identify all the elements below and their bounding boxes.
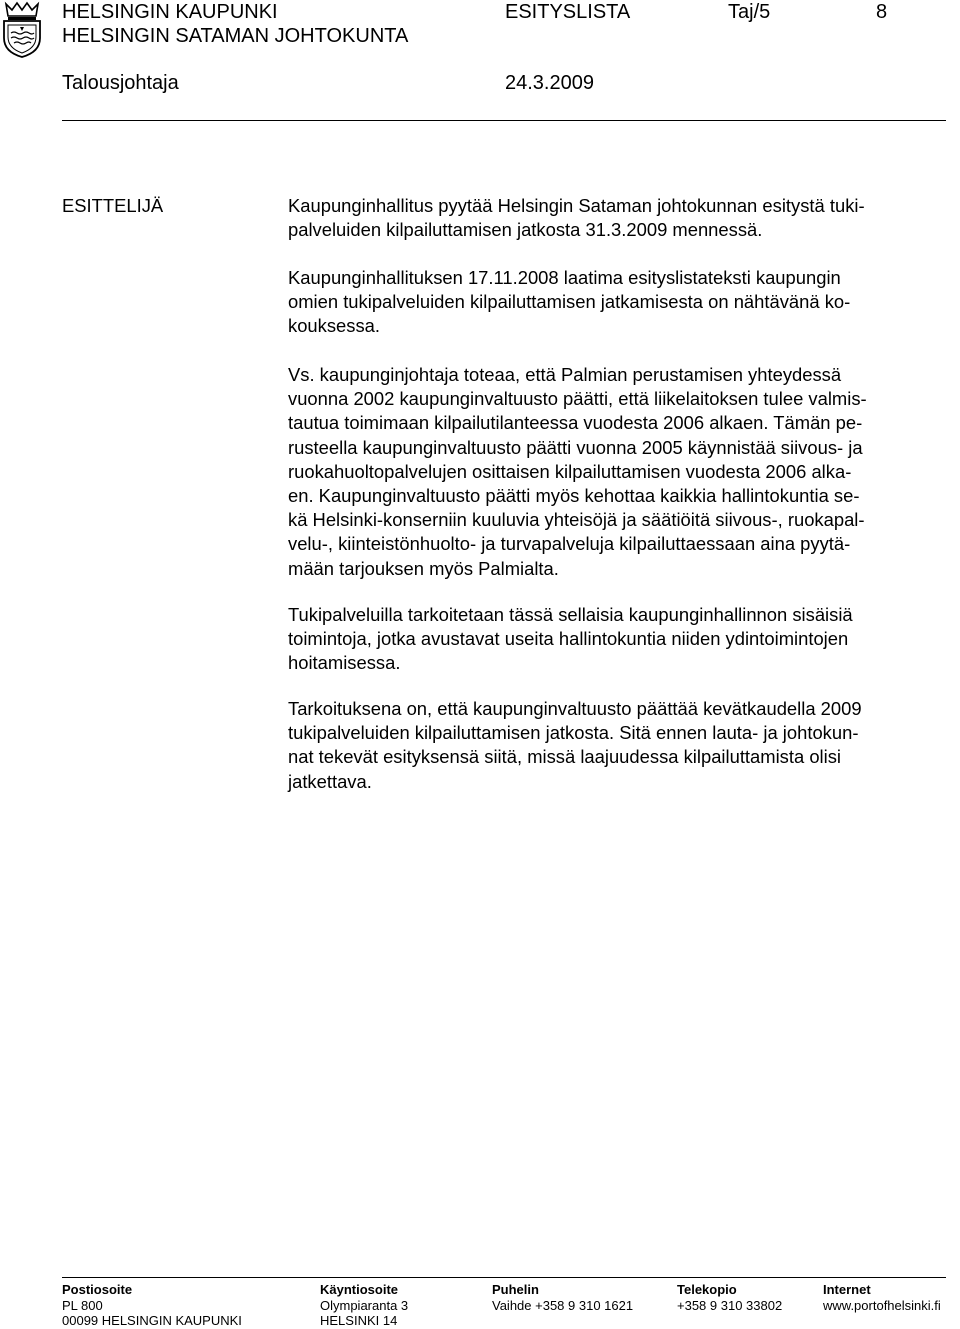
footer-heading: Telekopio <box>677 1282 737 1297</box>
document-date: 24.3.2009 <box>505 72 594 94</box>
footer-postal-address <box>62 1282 242 1329</box>
footer-value: 00099 HELSINGIN KAUPUNKI <box>62 1313 242 1328</box>
footer-phone <box>492 1282 633 1313</box>
text-line: jatkettava. <box>288 770 372 792</box>
document-reference: Taj/5 <box>728 1 771 23</box>
text-line: mään tarjouksen myös Palmialta. <box>288 557 559 579</box>
paragraph-3 <box>288 363 867 581</box>
author-title: Talousjohtaja <box>62 72 179 94</box>
text-line: Vs. kaupunginjohtaja toteaa, että Palmian perustamisen yhteydessä <box>288 364 842 385</box>
text-line: rusteella kaupunginvaltuusto päätti vuonna 2005 käynnistää siivous- ja <box>288 436 863 458</box>
text-line: kä Helsinki-konserniin kuuluvia yhteisöjä ja säätiöitä siivous-, ruokapal- <box>288 509 865 531</box>
text-line: hoitamisessa. <box>288 652 401 674</box>
text-line: toimintoja, jotka avustavat useita hallintokuntia niiden ydintoimintojen <box>288 628 849 650</box>
footer-heading: Käyntiosoite <box>320 1282 399 1297</box>
footer-value: HELSINKI 14 <box>320 1313 398 1328</box>
text-line: Kaupunginhallituksen 17.11.2008 laatima esityslistateksti kaupungin <box>288 267 841 288</box>
header-divider <box>62 120 946 121</box>
footer-value: PL 800 <box>62 1297 103 1313</box>
text-line: velu-, kiinteistönhuolto- ja turvapalveluja kilpailuttaessaan aina pyytä- <box>288 533 851 555</box>
footer-heading: Puhelin <box>492 1282 539 1297</box>
text-line: ruokahuoltopalvelujen osittaisen kilpailuttamisen vuodesta 2006 alka- <box>288 460 852 482</box>
board-name: HELSINGIN SATAMAN JOHTOKUNTA <box>62 25 409 47</box>
page-number: 8 <box>876 1 888 23</box>
text-line: vuonna 2002 kaupunginvaltuusto päätti, että liikelaitoksen tulee valmis- <box>288 388 867 410</box>
text-line: nat tekevät esityksensä siitä, missä laajuudessa kilpailuttamista olisi <box>288 746 841 768</box>
text-line: Tukipalveluilla tarkoitetaan tässä sellaisia kaupunginhallinnon sisäisiä <box>288 604 853 625</box>
footer-internet <box>823 1282 941 1313</box>
text-line: Kaupunginhallitus pyytää Helsingin Sataman johtokunnan esitystä tuki- <box>288 195 865 216</box>
text-line: en. Kaupunginvaltuusto päätti myös kehottaa kaikkia hallintokuntia se- <box>288 485 860 507</box>
paragraph-5 <box>288 697 862 794</box>
text-line: palveluiden kilpailuttamisen jatkosta 31.3.2009 mennessä. <box>288 219 763 241</box>
paragraph-4 <box>288 603 853 676</box>
footer-value: Olympiaranta 3 <box>320 1297 409 1313</box>
footer-heading: Internet <box>823 1282 871 1297</box>
text-line: kouksessa. <box>288 315 380 337</box>
footer-divider <box>62 1277 946 1278</box>
section-label: ESITTELIJÄ <box>62 195 164 216</box>
footer-fax <box>677 1282 782 1313</box>
footer-website-link[interactable]: www.portofhelsinki.fi <box>823 1297 941 1313</box>
footer-value: Vaihde +358 9 310 1621 <box>492 1297 634 1313</box>
text-line: Tarkoituksena on, että kaupunginvaltuusto päättää kevätkaudella 2009 <box>288 698 862 719</box>
paragraph-2 <box>288 266 850 339</box>
document-type: ESITYSLISTA <box>505 1 631 23</box>
footer-visiting-address <box>320 1282 408 1329</box>
text-line: omien tukipalveluiden kilpailuttamisen jatkamisesta on nähtävänä ko- <box>288 291 851 313</box>
text-line: tukipalveluiden kilpailuttamisen jatkosta. Sitä ennen lauta- ja johtokun- <box>288 722 859 744</box>
footer-value: +358 9 310 33802 <box>677 1297 783 1313</box>
footer-heading: Postiosoite <box>62 1282 133 1297</box>
text-line: tautua toimimaan kilpailutilanteessa vuodesta 2006 alkaen. Tämän pe- <box>288 412 863 434</box>
organization-name: HELSINGIN KAUPUNKI <box>62 1 278 23</box>
helsinki-coat-of-arms-icon <box>0 0 44 58</box>
paragraph-1 <box>288 194 865 242</box>
